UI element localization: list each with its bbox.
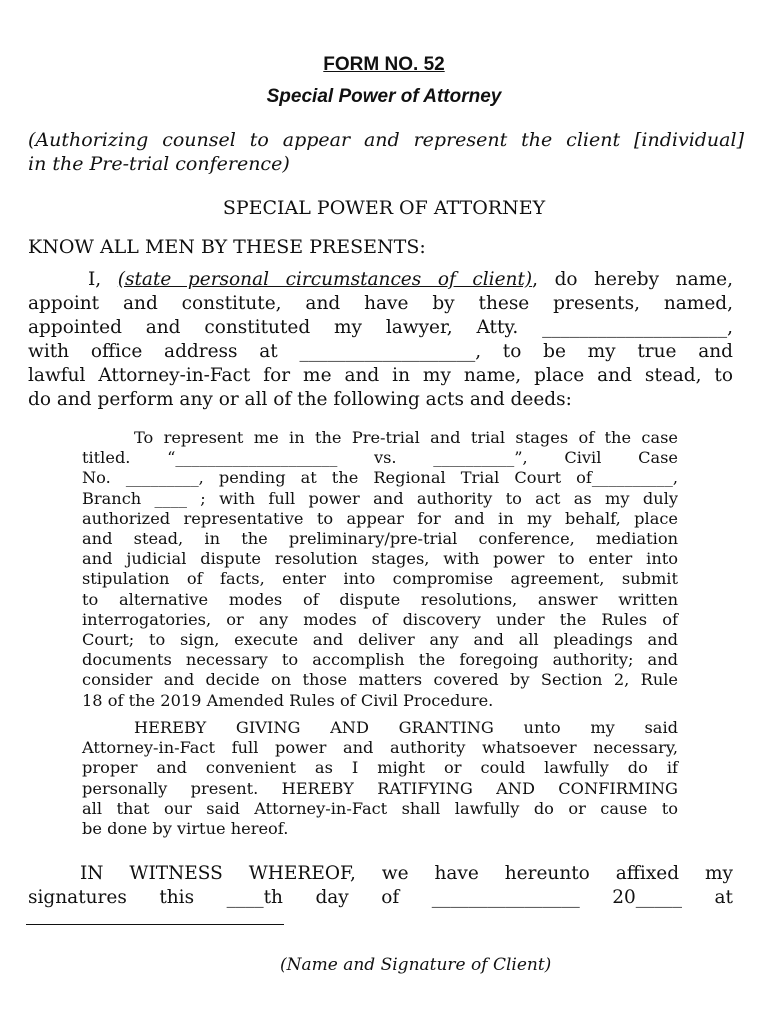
subtitle-line: (Authorizing counsel to appear and represent the client [individual] bbox=[28, 129, 744, 151]
paragraph-line: with office address at ___________________, to be my true and bbox=[28, 341, 733, 362]
paragraph-line: proper and convenient as I might or could lawfully do if bbox=[82, 758, 678, 778]
paragraph-line: Branch ____ ; with full power and authority to act as my duly bbox=[82, 488, 678, 508]
paragraph-line: Attorney-in-Fact full power and authority whatsoever necessary, bbox=[82, 738, 678, 758]
document-heading: SPECIAL POWER OF ATTORNEY bbox=[222, 197, 546, 219]
witness-paragraph bbox=[28, 862, 733, 910]
paragraph-line: and judicial dispute resolution stages, with power to enter into bbox=[82, 549, 678, 569]
paragraph-line: interrogatories, or any modes of discovery under the Rules of bbox=[82, 609, 678, 629]
form-number: FORM NO. 52 bbox=[323, 54, 445, 75]
paragraph-line: lawful Attorney-in-Fact for me and in my name, place and stead, to bbox=[28, 365, 733, 386]
paragraph-line: Court; to sign, execute and deliver any and all pleadings and bbox=[82, 630, 678, 650]
know-all-men-line: KNOW ALL MEN BY THESE PRESENTS: bbox=[28, 236, 426, 258]
paragraph-line: appoint and constitute, and have by these presents, named, bbox=[28, 293, 733, 314]
granting-paragraph bbox=[82, 718, 678, 839]
paragraph-line: be done by virtue hereof. bbox=[82, 819, 289, 839]
paragraph-line: signatures this ____th day of ________________ 20_____ at bbox=[28, 887, 733, 908]
paragraph-line: consider and decide on those matters covered by Section 2, Rule bbox=[82, 670, 678, 690]
signature-label: (Name and Signature of Client) bbox=[280, 955, 552, 975]
form-subtitle bbox=[28, 128, 744, 176]
paragraph-line: 18 of the 2019 Amended Rules of Civil Procedure. bbox=[82, 690, 494, 710]
paragraph-line: titled. “____________________ vs. __________”, Civil Case bbox=[82, 448, 678, 468]
paragraph-line: all that our said Attorney-in-Fact shall lawfully do or cause to bbox=[82, 798, 678, 818]
authority-paragraph bbox=[82, 428, 678, 711]
paragraph-line: authorized representative to appear for and in my behalf, place bbox=[82, 508, 678, 528]
appointment-paragraph bbox=[28, 268, 733, 412]
paragraph-line: appointed and constituted my lawyer, Atty. ____________________, bbox=[28, 317, 733, 338]
paragraph-line: do and perform any or all of the following acts and deeds: bbox=[28, 389, 572, 410]
signature-line bbox=[26, 924, 284, 925]
paragraph-line: stipulation of facts, enter into compromise agreement, submit bbox=[82, 569, 678, 589]
subtitle-line: in the Pre-trial conference) bbox=[28, 153, 290, 175]
paragraph-line: To represent me in the Pre-trial and trial stages of the case bbox=[134, 428, 678, 447]
paragraph-line: HEREBY GIVING AND GRANTING unto my said bbox=[134, 718, 678, 737]
paragraph-line: personally present. HEREBY RATIFYING AND CONFIRMING bbox=[82, 778, 678, 798]
client-circumstances-placeholder: (state personal circumstances of client) bbox=[117, 269, 533, 290]
paragraph-line: and stead, in the preliminary/pre-trial conference, mediation bbox=[82, 529, 678, 549]
text-run: , do hereby name, bbox=[532, 269, 733, 290]
paragraph-line: No. _________, pending at the Regional Trial Court of__________, bbox=[82, 468, 678, 488]
paragraph-line: to alternative modes of dispute resolutions, answer written bbox=[82, 589, 678, 609]
text-run: I, bbox=[88, 269, 118, 290]
form-title: Special Power of Attorney bbox=[266, 86, 502, 107]
paragraph-line: documents necessary to accomplish the foregoing authority; and bbox=[82, 650, 678, 670]
paragraph-line bbox=[28, 268, 733, 292]
paragraph-line: IN WITNESS WHEREOF, we have hereunto affixed my bbox=[80, 863, 733, 884]
